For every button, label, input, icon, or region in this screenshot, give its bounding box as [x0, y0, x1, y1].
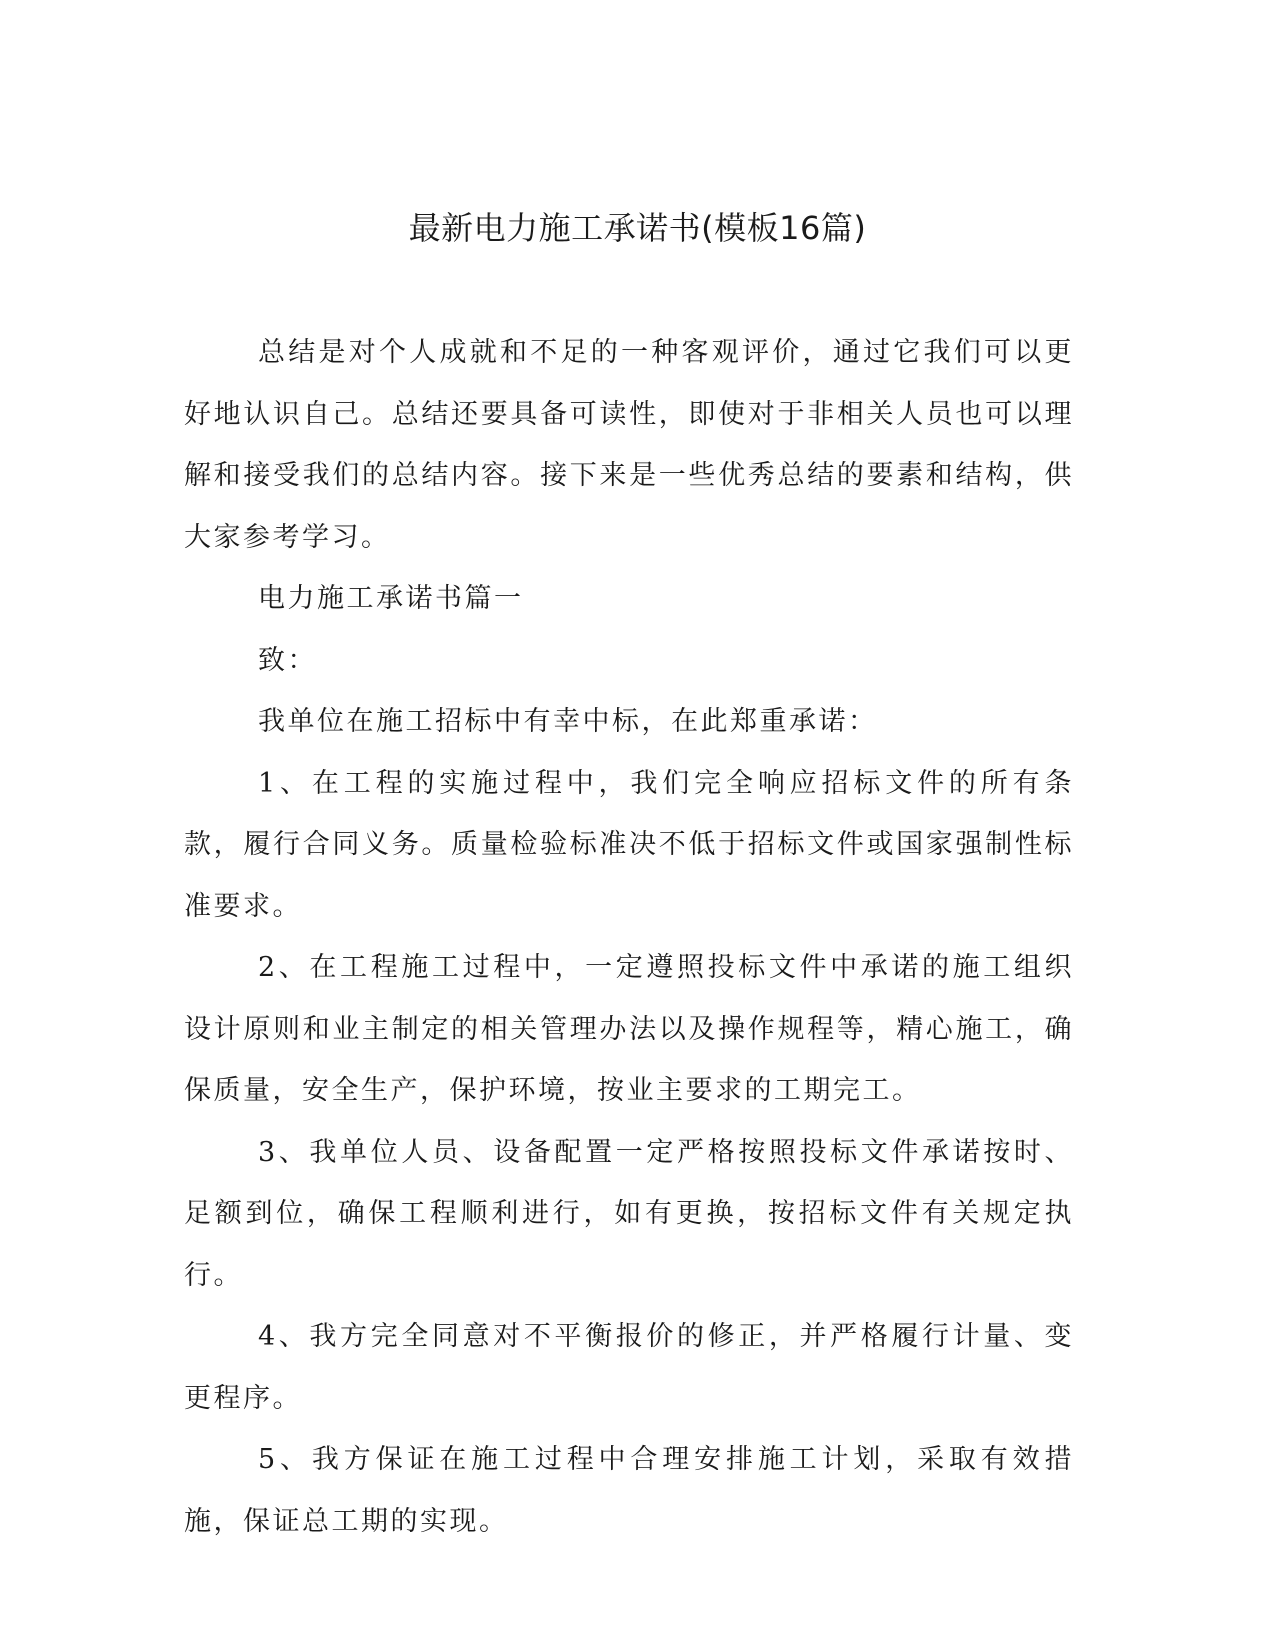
- commitment-item: 5、我方保证在施工过程中合理安排施工计划，采取有效措施，保证总工期的实现。: [184, 1444, 1074, 1537]
- document-title: 最新电力施工承诺书(模板16篇): [408, 209, 867, 247]
- commitment-item: 3、我单位人员、设备配置一定严格按照投标文件承诺按时、足额到位，确保工程顺利进行，如有更换，按招标文件有关规定执行。: [184, 1136, 1074, 1291]
- commitment-intro: 我单位在施工招标中有幸中标，在此郑重承诺：: [258, 706, 878, 737]
- intro-paragraph: 总结是对个人成就和不足的一种客观评价，通过它我们可以更好地认识自己。总结还要具备可读性，即使对于非相关人员也可以理解和接受我们的总结内容。接下来是一些优秀总结的要素和结构，供大家参考学习。: [184, 337, 1074, 553]
- commitment-item: 4、我方完全同意对不平衡报价的修正，并严格履行计量、变更程序。: [184, 1321, 1074, 1414]
- section-heading: 电力施工承诺书篇一: [258, 583, 524, 614]
- commitment-item: 1、在工程的实施过程中，我们完全响应招标文件的所有条款，履行合同义务。质量检验标准决不低于招标文件或国家强制性标准要求。: [184, 767, 1074, 922]
- commitment-item: 2、在工程施工过程中，一定遵照投标文件中承诺的施工组织设计原则和业主制定的相关管理办法以及操作规程等，精心施工，确保质量，安全生产，保护环境，按业主要求的工期完工。: [184, 952, 1074, 1106]
- salutation: 致：: [258, 644, 317, 676]
- document-body: [184, 322, 1074, 1552]
